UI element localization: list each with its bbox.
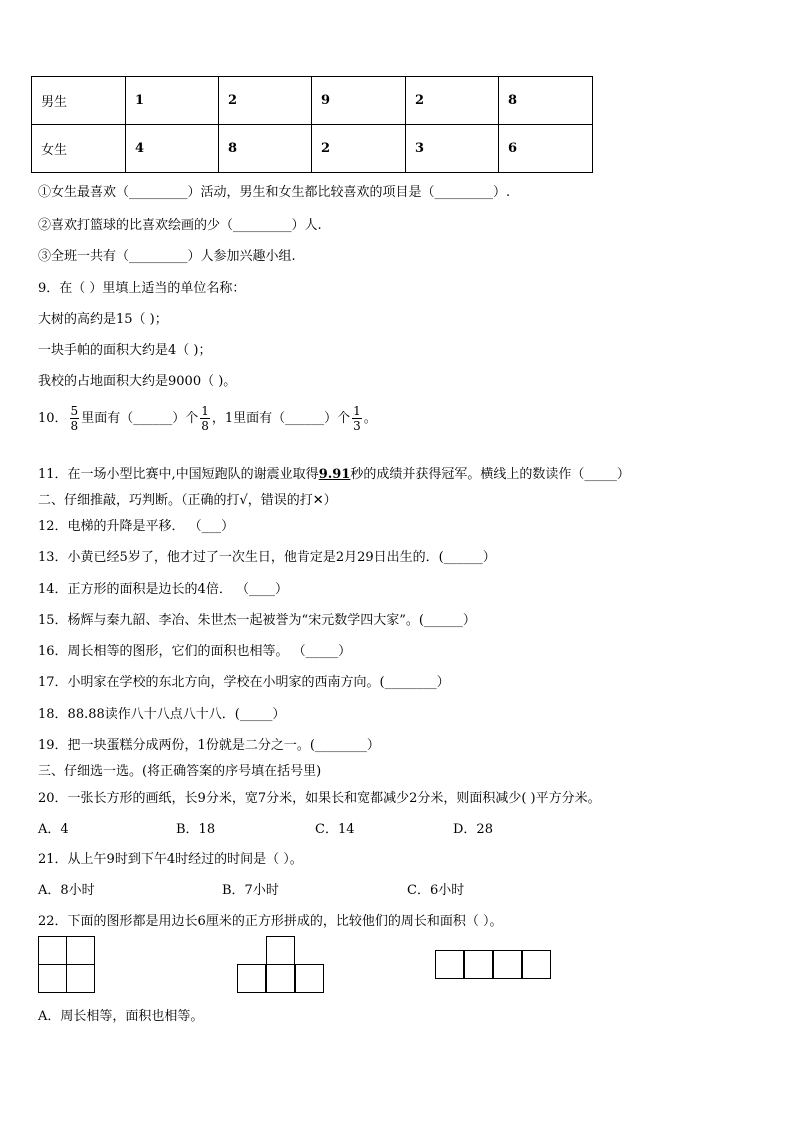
row-label-boys: 男生	[32, 77, 126, 125]
question-22-stem: 22．下面的图形都是用边长6厘米的正方形拼成的，比较他们的周长和面积（ ）。	[38, 914, 503, 929]
table-cell: 2	[312, 125, 406, 173]
table-cell: 2	[406, 77, 499, 125]
table-row	[32, 125, 593, 173]
judge-question: 14．正方形的面积是边长的4倍． （____）	[38, 582, 288, 597]
question-10: 10． $\frac{5}{8}$ 里面有（______）个 $\frac{1}{8}$ ，1里面有（______）个 $\frac{1}{3}$ 。	[38, 404, 377, 433]
judge-question: 15．杨辉与秦九韶、李冶、朱世杰一起被誉为“宋元数学四大家”。(______）	[38, 613, 476, 628]
question-21-stem: 21．从上午9时到下午4时经过的时间是（ ）。	[38, 852, 303, 867]
question-11: 11．在一场小型比赛中,中国短跑队的谢震业取得9.91秒的成绩并获得冠军。横线上的数读作（_____）	[38, 467, 630, 482]
judge-question: 17．小明家在学校的东北方向，学校在小明家的西南方向。(________）	[38, 675, 450, 690]
sub-question-2: ②喜欢打篮球的比喜欢绘画的少（_________）人.	[38, 218, 322, 233]
question-20-option-c: C．14	[315, 822, 355, 837]
table-cell: 2	[219, 77, 312, 125]
judge-question: 18．88.88读作八十八点八十八．(_____）	[38, 707, 286, 722]
judge-question: 12．电梯的升降是平移． （___）	[38, 519, 235, 534]
fraction: $\frac{1}{3}$	[353, 404, 361, 433]
underlined-number: 9.91	[318, 467, 351, 482]
judge-question: 19．把一块蛋糕分成两份，1份就是二分之一。(________）	[38, 738, 380, 753]
question-20-option-a: A．4	[38, 822, 69, 837]
table-cell: 9	[312, 77, 406, 125]
question-9-stem: 9．在（ ）里填上适当的单位名称：	[38, 281, 246, 296]
question-20-option-d: D．28	[453, 822, 493, 837]
question-21-option-b: B．7小时	[222, 883, 279, 898]
question-21-option-a: A．8小时	[38, 883, 95, 898]
figure-t-shape-squares	[237, 936, 324, 994]
sub-question-3: ③全班一共有（_________）人参加兴趣小组.	[38, 249, 296, 264]
question-9-item: 大树的高约是15（ )；	[38, 312, 168, 327]
figure-2x2-squares	[38, 936, 96, 994]
fraction: $\frac{5}{8}$	[70, 404, 79, 433]
judge-question: 13．小黄已经5岁了，他才过了一次生日，他肯定是2月29日出生的．(______）	[38, 550, 496, 565]
sub-question-1: ①女生最喜欢（_________）活动，男生和女生都比较喜欢的项目是（_________）.	[38, 185, 511, 200]
fraction: $\frac{1}{8}$	[201, 404, 209, 433]
question-9-item: 我校的占地面积大约是9000（ )。	[38, 374, 237, 389]
judge-question: 16．周长相等的图形，它们的面积也相等。 （_____）	[38, 644, 352, 659]
table-row	[32, 77, 593, 125]
table-cell: 6	[499, 125, 593, 173]
table-cell: 1	[126, 77, 219, 125]
table-cell: 4	[126, 125, 219, 173]
question-22-option-a: A．周长相等，面积也相等。	[38, 1009, 204, 1024]
section-2-heading: 二、仔细推敲，巧判断。（正确的打√，错误的打✕）	[38, 493, 337, 508]
table-cell: 3	[406, 125, 499, 173]
interest-group-table	[31, 76, 593, 173]
row-label-girls: 女生	[32, 125, 126, 173]
table-cell: 8	[219, 125, 312, 173]
question-9-item: 一块手帕的面积大约是4（ )；	[38, 343, 212, 358]
question-number: 10．	[38, 411, 68, 426]
question-20-stem: 20．一张长方形的画纸，长9分米，宽7分米，如果长和宽都减少2分米，则面积减少( )平方分米。	[38, 791, 601, 806]
section-3-heading: 三、仔细选一选。(将正确答案的序号填在括号里)	[38, 764, 322, 779]
table-cell: 8	[499, 77, 593, 125]
question-20-option-b: B．18	[176, 822, 216, 837]
figure-1x4-squares	[435, 950, 551, 979]
question-21-option-c: C．6小时	[407, 883, 465, 898]
